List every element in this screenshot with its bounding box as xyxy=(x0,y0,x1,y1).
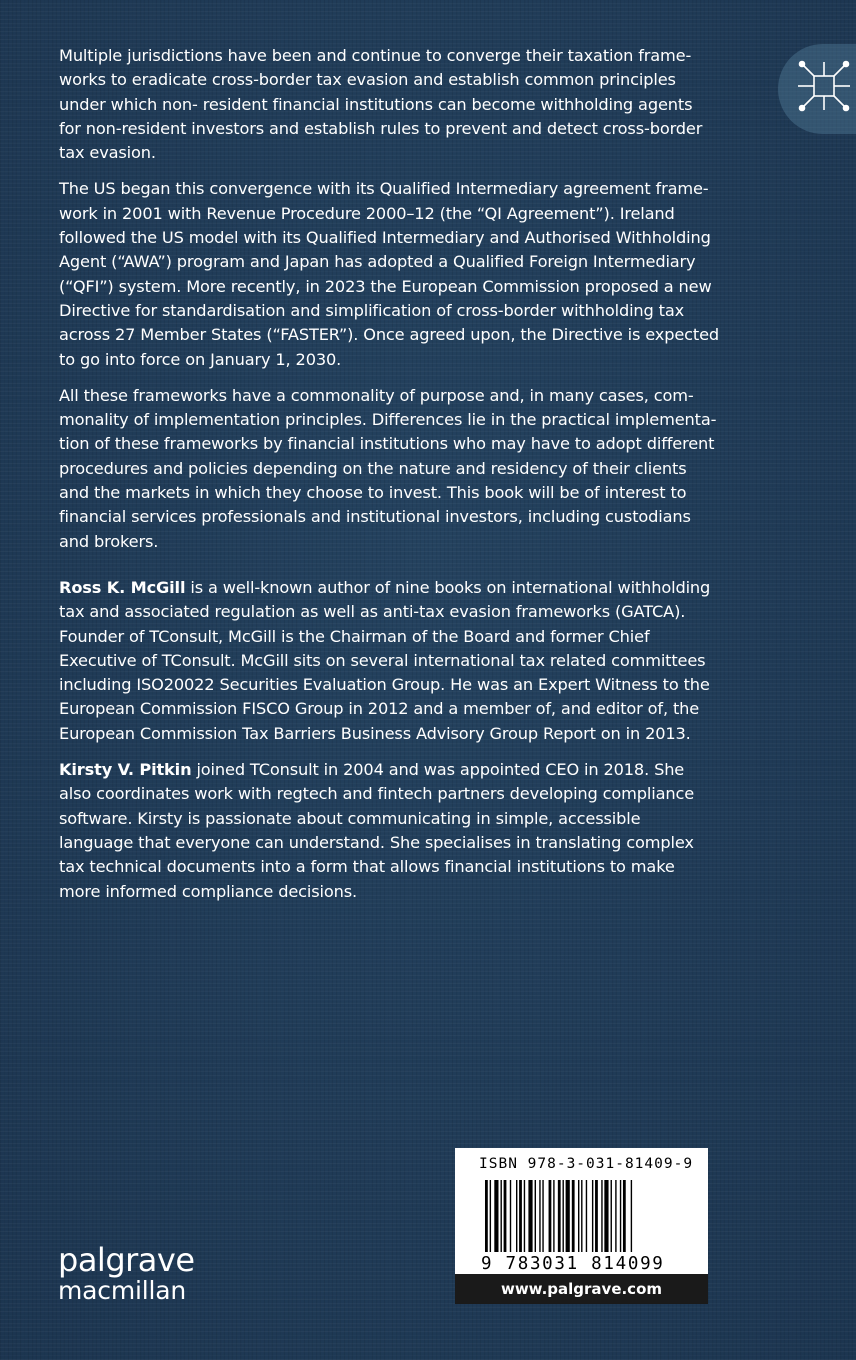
publisher-logo-line-2: macmillan xyxy=(58,1276,186,1305)
blurb-paragraph-2: The US began this convergence with its Qualified Intermediary agreement frame- work in 2001 with Revenue Procedure 2000–12 (the “QI Agreement”). Ireland followed the US model with its Qualified Intermediary and Authorised Withholding Agent (“AWA”) program and Japan has adopted a Qualified Foreign Intermediary (“QFI”) system. More recently, in 2023 the European Commission proposed a new Directive for standardisation and simplification of cross-border withholding tax across 27 Member States (“FASTER”). Once agreed upon, the Directive is expected to go into force on January 1, 2030. xyxy=(59,179,720,369)
blurb-paragraph-3: All these frameworks have a commonality of purpose and, in many cases, com- monality of implementation principles. Differences lie in the practical implementa- tion of these frameworks by financial institutions who may have to adopt different procedures and policies depending on the nature and residency of their clients and the markets in which they choose to invest. This book will be of interest to financial services professionals and institutional investors, including custodians and brokers. xyxy=(59,385,717,551)
author-name-2: Kirsty V. Pitkin xyxy=(59,760,192,780)
publisher-logo-line-1: palgrave xyxy=(58,1241,195,1279)
author-name-1: Ross K. McGill xyxy=(59,577,186,597)
isbn-label: ISBN 978-3-031-81409-9 xyxy=(479,1156,694,1172)
author-bio-1 xyxy=(59,576,719,746)
blurb-paragraph-1: Multiple jurisdictions have been and continue to converge their taxation frame- works to eradicate cross-border tax evasion and establish common principles under which non- resident financial institutions can become withholding agents for non-resident investors and establish rules to prevent and detect cross-border tax evasion. xyxy=(59,46,703,163)
back-cover-blurb xyxy=(59,44,719,916)
network-node-icon xyxy=(794,56,854,116)
barcode-digits: 9 783031 814099 xyxy=(481,1254,665,1274)
corner-badge xyxy=(778,44,856,134)
author-bio-text-1: is a well-known author of nine books on international withholding tax and associated regulation as well as anti-tax evasion frameworks (GATCA). Founder of TConsult, McGill is the Chairman of the Board and former Chief Executive of TConsult. McGill sits on several international tax related committees including ISO20022 Securities Evaluation Group. He was an Expert Witness to the European Commission FISCO Group in 2012 and a member of, and editor of, the European Commission Tax Barriers Business Advisory Group Report on in 2013. xyxy=(59,577,711,743)
publisher-url: www.palgrave.com xyxy=(455,1274,708,1304)
author-bio-text-2: joined TConsult in 2004 and was appointed CEO in 2018. She also coordinates work with regtech and fintech partners developing compliance software. Kirsty is passionate about communicating in simple, accessible language that everyone can understand. She specialises in translating complex tax technical documents into a form that allows financial institutions to make more informed compliance decisions. xyxy=(59,760,695,901)
publisher-logo xyxy=(58,1243,195,1305)
barcode xyxy=(485,1180,681,1252)
author-bio-2 xyxy=(59,758,719,904)
